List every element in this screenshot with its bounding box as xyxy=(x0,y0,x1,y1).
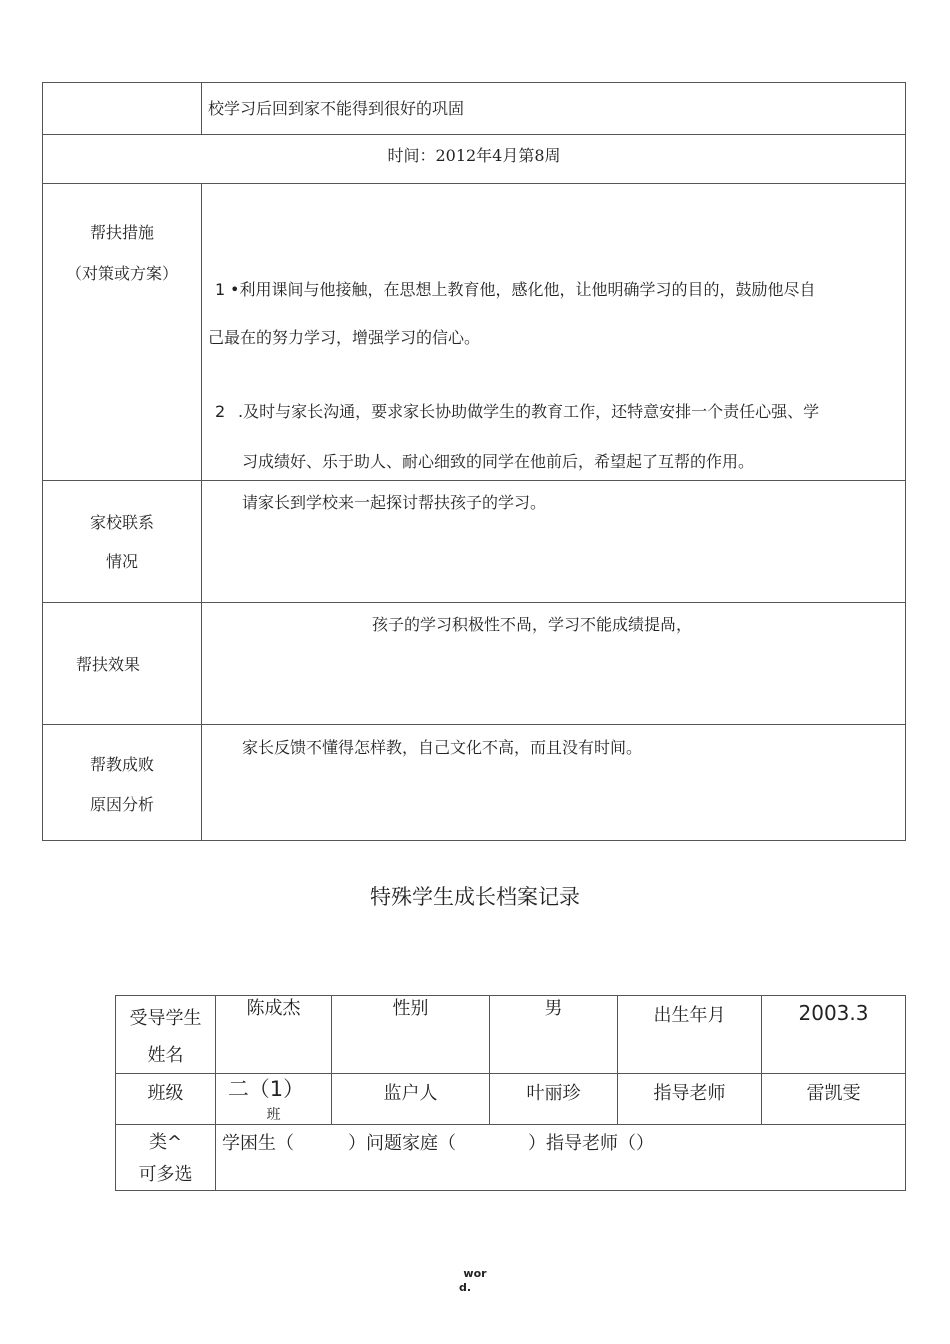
table1-border-right xyxy=(905,82,906,841)
class-label: 班级 xyxy=(147,1083,184,1104)
table1-column-divider xyxy=(201,82,202,134)
table1-divider xyxy=(42,480,906,481)
contact-sublabel: 情况 xyxy=(105,552,138,571)
gender-value: 男 xyxy=(544,998,563,1019)
class-value: 二（1） xyxy=(227,1077,305,1101)
measure-1-line-1: •利用课间与他接触，在思想上教育他，感化他，让他明确学习的目的，鼓励他尽自 xyxy=(230,280,816,299)
measures-label: 帮扶措施 xyxy=(89,223,154,242)
section-title: 特殊学生成长档案记录 xyxy=(370,885,580,909)
table1-border-left xyxy=(42,82,43,841)
footer-line-1: wor xyxy=(463,1267,487,1280)
cell-top-continuation: 校学习后回到家不能得到很好的巩固 xyxy=(208,99,465,118)
analysis-sublabel: 原因分析 xyxy=(89,795,154,814)
analysis-label: 帮教成败 xyxy=(89,755,154,774)
teacher-label: 指导老师 xyxy=(653,1083,726,1104)
guardian-value: 叶丽珍 xyxy=(526,1083,581,1104)
gender-label: 性别 xyxy=(392,998,429,1019)
student-name-sublabel: 姓名 xyxy=(147,1045,184,1066)
table2-border-bottom xyxy=(115,1190,906,1191)
measure-2-line-2: 习成绩好、乐于助人、耐心细致的同学在他前后，希望起了互帮的作用。 xyxy=(242,452,755,471)
measure-2-line-1: .及时与家长沟通，要求家长协助做学生的教育工作，还特意安排一个责任心强、学 xyxy=(238,402,820,421)
table1-divider xyxy=(42,602,906,603)
table1-divider xyxy=(42,724,906,725)
class-value-suffix: 班 xyxy=(266,1107,281,1123)
measure-2-number: 2 xyxy=(215,402,226,421)
teacher-value: 雷凯雯 xyxy=(806,1083,861,1104)
type-options: 学困生（ ）问题家庭（ ）指导老师（） xyxy=(222,1133,654,1154)
footer-line-2: d. xyxy=(458,1281,472,1294)
table1-column-divider xyxy=(201,183,202,841)
type-label: 类^ xyxy=(148,1132,183,1153)
table1-divider xyxy=(42,134,906,135)
birth-value: 2003.3 xyxy=(798,1001,869,1025)
student-name-value: 陈成杰 xyxy=(246,998,301,1019)
table2-divider xyxy=(115,1124,906,1125)
table2-border-right xyxy=(905,995,906,1191)
time-line: 时间：2012年4月第8周 xyxy=(387,146,561,165)
student-name-label: 受导学生 xyxy=(129,1008,202,1029)
contact-text: 请家长到学校来一起探讨帮扶孩子的学习。 xyxy=(242,493,547,512)
guardian-label: 监户人 xyxy=(383,1083,438,1104)
table1-border-bottom xyxy=(42,840,906,841)
effect-label: 帮扶效果 xyxy=(76,655,141,674)
table2-divider xyxy=(115,1073,906,1074)
analysis-text: 家长反馈不懂得怎样教，自己文化不高，而且没有时间。 xyxy=(242,738,643,757)
effect-text: 孩子的学习积极性不咼，学习不能成绩提咼， xyxy=(372,615,693,634)
type-sublabel: 可多选 xyxy=(138,1164,193,1185)
table2-border-top xyxy=(115,995,906,996)
table1-border-top xyxy=(42,82,906,83)
measure-1-number: 1 xyxy=(215,280,226,299)
birth-label: 出生年月 xyxy=(653,1005,726,1026)
contact-label: 家校联系 xyxy=(89,513,154,532)
table1-divider xyxy=(42,183,906,184)
measures-sublabel: （对策或方案） xyxy=(65,264,178,283)
measure-1-line-2: 己最在的努力学习，增强学习的信心。 xyxy=(208,328,481,347)
